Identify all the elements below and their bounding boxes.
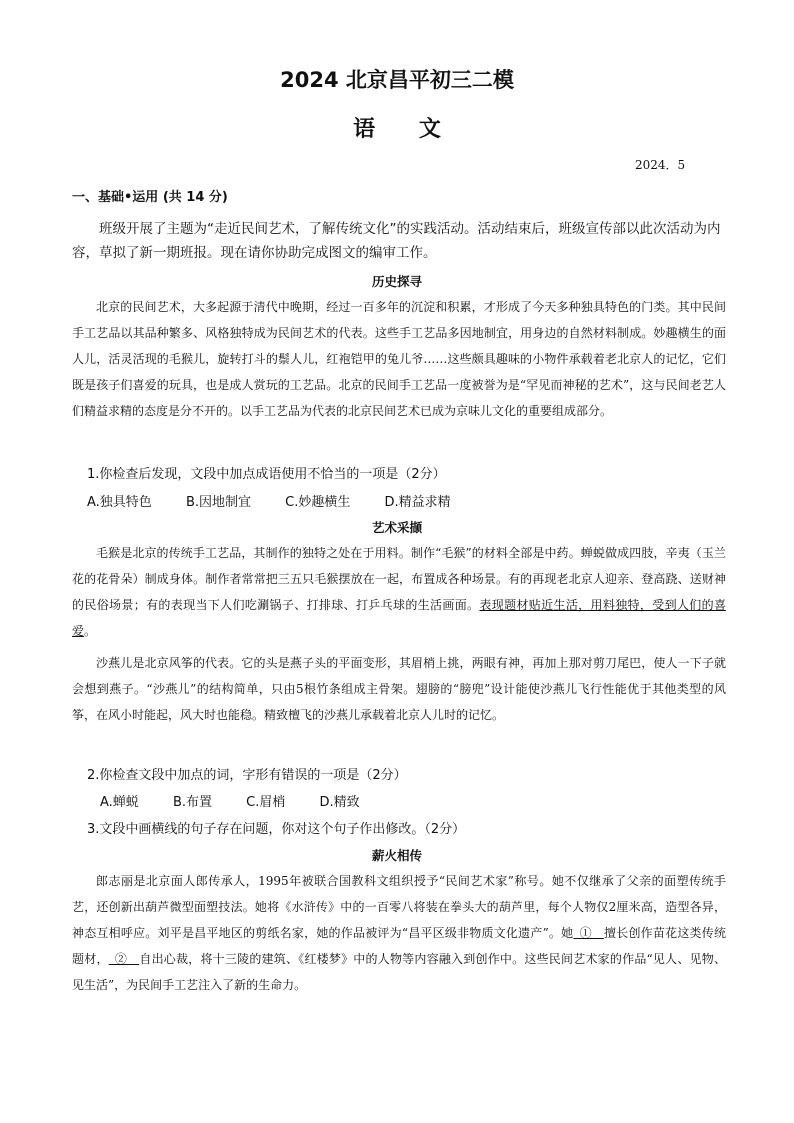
paragraph-history: 北京的民间艺术，大多起源于清代中晚期，经过一百多年的沉淀和积累，才形成了今天多种独具特色的门类。其中民间手工艺品以其品种繁多、风格独特成为民间艺术的代表。这些手工艺品多因地制宜，用身边的自然材料制成。妙趣横生的面人儿，活灵活现的毛猴儿，旋转打斗的鬃人儿，红袍铠甲的兔儿爷……这些颇具趣味的小物件承载着老北京人的记忆，它们既是孩子们喜爱的玩具，也是成人赏玩的工艺品。北京的民间手工艺品一度被誉为是“罕见而神秘的艺术”，这与民间老艺人们精益求精的态度是分不开的。以手工艺品为代表的北京民间艺术已成为京味儿文化的重要组成部分。 — [72, 300, 726, 418]
paragraph-heritage — [72, 868, 726, 998]
exam-date: 2024．5 — [635, 158, 686, 172]
q1-option-b: B.因地制宜 — [185, 495, 252, 510]
q2-option-c: C.眉梢 — [246, 795, 286, 810]
question-2-options — [100, 791, 700, 810]
subheading-history: 历史探寻 — [371, 274, 422, 289]
exam-title: 2024 北京昌平初三二模 — [280, 68, 514, 92]
maohou-text-end: 。 — [84, 624, 97, 638]
question-1: 1.你检查后发现，文段中加点成语使用不恰当的一项是（2分） — [87, 467, 446, 482]
blank-2: ② — [108, 952, 140, 966]
underlined-sentence: 表现题材贴近生活，用料独特，受到人们的喜爱 — [72, 598, 726, 638]
q2-option-b: B.布置 — [172, 795, 213, 810]
subheading-heritage: 薪火相传 — [371, 848, 422, 863]
paragraph-maohou — [72, 540, 726, 644]
blank-1: ① — [573, 926, 604, 940]
paragraph-shayaner: 沙燕儿是北京风筝的代表。它的头是燕子头的平面变形，其眉梢上挑，两眼有神，再加上那对剪刀尾巴，使人一下子就会想到燕子。“沙燕儿”的结构简单，只由5根竹条组成主骨架。翅膀的“膀兜”设计能使沙燕儿飞行性能优于其他类型的风筝，在风小时能起，风大时也能稳。精致檀飞的沙燕儿承载着北京人儿时的记忆。 — [72, 656, 726, 722]
question-2: 2.你检查文段中加点的词，字形有错误的一项是（2分） — [87, 768, 407, 783]
heritage-text-a: 郎志丽是北京面人郎传承人，1995年被联合国教科文组织授予“民间艺术家”称号。她不仅继承了父亲的面塑传统手艺，还创新出葫芦微型面塑技法。她将《水浒传》中的一百零八将装在拳头大的葫芦里，每个人物仅2厘米高，造型各异，神态互相呼应。刘平是昌平地区的剪纸名家，她的作品被评为“昌平区级非物质文化遗产”。她 — [72, 874, 726, 940]
q2-option-d: D.精致 — [319, 795, 360, 810]
section-intro: 班级开展了主题为“走近民间艺术，了解传统文化”的实践活动。活动结束后，班级宣传部以此次活动为内容，草拟了新一期班报。现在请你协助完成图文的编审工作。 — [72, 221, 721, 261]
q1-option-d: D.精益求精 — [384, 495, 451, 510]
question-3: 3.文段中画横线的句子存在问题，你对这个句子作出修改。（2分） — [87, 822, 466, 837]
subject-title: 语 文 — [353, 117, 441, 142]
section-heading: 一、基础•运用 (共 14 分) — [72, 190, 228, 205]
question-1-options — [87, 491, 687, 510]
q1-option-c: C.妙趣横生 — [285, 495, 351, 510]
heritage-text-c: 自出心裁，将十三陵的建筑、《红楼梦》中的人物等内容融入到创作中。这些民间艺术家的作品“见人、见物、见生活”，为民间手工艺注入了新的生命力。 — [72, 952, 726, 992]
q1-option-a: A.独具特色 — [87, 495, 152, 510]
subheading-art: 艺术采撷 — [371, 520, 422, 535]
heritage-text-b: 擅长创作苗花这类传统题材， — [72, 926, 726, 966]
q2-option-a: A.蝉蜕 — [100, 795, 139, 810]
maohou-text: 毛猴是北京的传统手工艺品，其制作的独特之处在于用料。制作“毛猴”的材料全部是中药。蝉蜕做成四肢，辛夷（玉兰花的花骨朵）制成身体。制作者常常把三五只毛猴摆放在一起，布置成各种场景。有的再现老北京人迎亲、登高跷、送财神的民俗场景；有的表现当下人们吃涮锅子、打排球、打乒乓球的生活画面。 — [72, 546, 726, 612]
